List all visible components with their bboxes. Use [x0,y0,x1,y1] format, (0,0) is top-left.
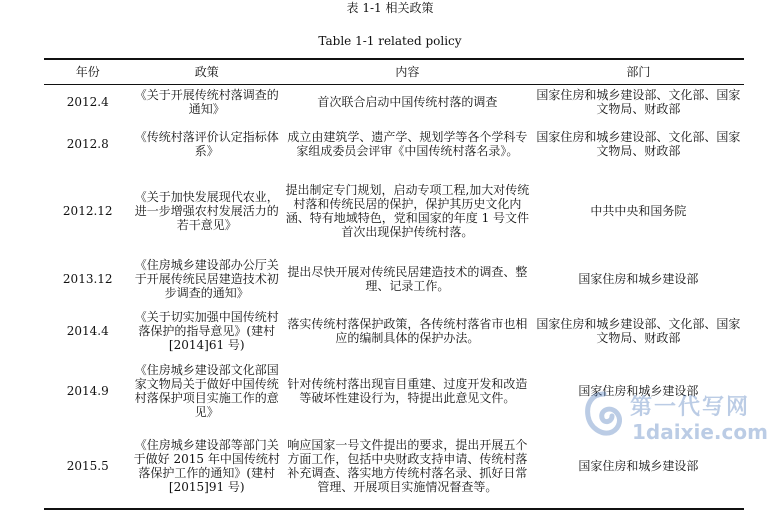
cell-content: 提出制定专门规划，启动专项工程,加大对传统村落和传统民居的保护，保护其历史文化内涵、特有地域特色，党和国家的年度 1 号文件首次出现保护传统村落。 [285,182,530,239]
cell-policy: 《关于开展传统村落调查的通知》 [134,87,279,116]
table-header-row [44,59,744,85]
cell-content: 响应国家一号文件提出的要求，提出开展五个方面工作，包括中央财政支持申请、传统村落补充调查、落实地方传统村落名录、抓好日常管理、开展项目实施情况督查等。 [282,425,533,509]
watermark-url: 1daixie.com [632,420,768,444]
cell-policy: 《住房城乡建设部文化部国家文物局关于做好中国传统村落保护项目实施工作的意见》 [134,362,279,419]
table-row [44,169,744,253]
header-year: 年份 [44,59,131,85]
swirl-logo-icon [582,390,626,444]
watermark [582,388,772,448]
cell-content: 针对传统村落出现盲目重建、过度开发和改造等破坏性建设行为，特提出此意见文件。 [287,376,528,405]
watermark-title: 第一代写网 [630,395,751,420]
cell-year: 2012.4 [66,94,109,109]
cell-department: 中共中央和国务院 [590,203,687,218]
table-row [44,85,744,119]
cell-policy: 《传统村落评价认定指标体系》 [134,129,279,158]
table-caption-cn: 表 1-1 相关政策 [346,1,434,15]
cell-department: 国家住房和城乡建设部 [578,271,699,286]
cell-department: 国家住房和城乡建设部 [533,425,744,509]
table-caption-en: Table 1-1 related policy [318,34,462,48]
cell-policy: 《关于切实加强中国传统村落保护的指导意见》(建村[2014]61 号) [134,309,279,352]
cell-year: 2013.12 [62,271,113,286]
cell-policy: 《住房城乡建设部办公厅关于开展传统民居建造技术初步调查的通知》 [134,257,279,300]
table-row [44,305,744,357]
cell-policy: 《关于加快发展现代农业，进一步增强农村发展活力的若干意见》 [134,189,279,232]
cell-content: 成立由建筑学、遗产学、规划学等各个学科专家组成委员会评审《中国传统村落名录》。 [287,129,528,158]
table-row [44,253,744,305]
cell-year: 2014.4 [66,323,109,338]
header-content: 内容 [282,59,533,85]
cell-content: 提出尽快开展对传统民居建造技术的调查、整理、记录工作。 [287,264,528,293]
cell-department: 国家住房和城乡建设部、文化部、国家文物局、财政部 [536,316,741,345]
cell-content: 首次联合启动中国传统村落的调查 [317,94,498,109]
cell-content: 落实传统村落保护政策，各传统村落省市也相应的编制具体的保护办法。 [287,316,528,345]
header-policy: 政策 [131,59,282,85]
cell-year: 2012.8 [66,136,109,151]
cell-department: 国家住房和城乡建设部、文化部、国家文物局、财政部 [536,87,741,116]
cell-year: 2014.9 [66,383,109,398]
cell-year: 2015.5 [44,425,131,509]
table-row [44,119,744,169]
cell-year: 2012.12 [62,203,113,218]
cell-department: 国家住房和城乡建设部、文化部、国家文物局、财政部 [536,129,741,158]
cell-policy: 《住房城乡建设部等部门关于做好 2015 年中国传统村落保护工作的通知》(建村[2015]91 号) [131,425,282,509]
header-department: 部门 [533,59,744,85]
cell-department: 国家住房和城乡建设部 [578,383,699,398]
